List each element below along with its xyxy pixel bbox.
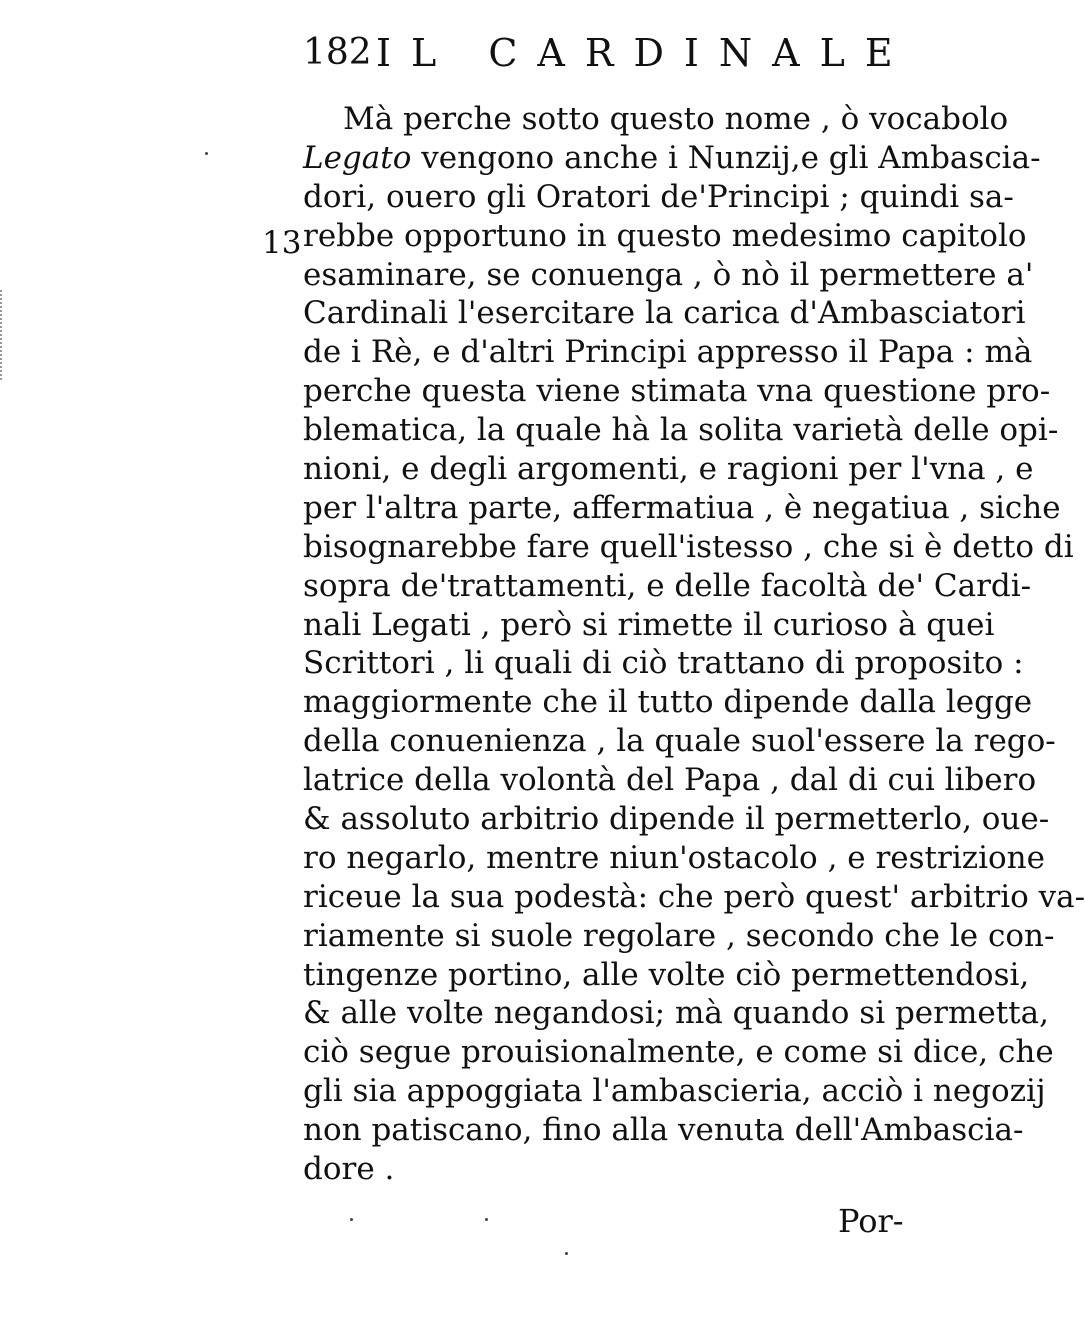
text-line: latrice della volontà del Papa , dal di cui libero (303, 762, 1037, 799)
margin-note: 13 (262, 225, 302, 261)
text-line: dori, ouero gli Oratori de'Principi ; quindi sa- (303, 178, 1014, 215)
text-line: blematica, la quale hà la solita varietà delle opi- (303, 412, 1059, 449)
body-text (303, 100, 1085, 1189)
text-line: della conuenienza , la quale suol'essere la rego- (303, 723, 1056, 760)
text-line: bisognarebbe fare quell'istesso , che si è detto di (303, 528, 1074, 565)
ink-speck (205, 152, 208, 155)
text-line: & assoluto arbitrio dipende il permetterlo, oue- (303, 801, 1050, 838)
text-line: perche questa viene stimata vna questione pro- (303, 373, 1051, 410)
italic-word: Legato (303, 139, 412, 176)
text-line: sopra de'trattamenti, e delle facoltà de' Cardi- (303, 567, 1032, 604)
text-line: non patiscano, fino alla venuta dell'Ambascia- (303, 1112, 1024, 1149)
text-line: tingenze portino, alle volte ciò permettendosi, (303, 956, 1030, 993)
page-number: 182 (303, 32, 372, 73)
text-line: rebbe opportuno in questo medesimo capitolo (303, 217, 1027, 254)
text-line: riceue la sua podestà: che però quest' arbitrio va- (303, 878, 1085, 915)
text-line (303, 139, 1041, 178)
text-line: gli sia appoggiata l'ambascieria, acciò i negozij (303, 1073, 1046, 1110)
ink-speck (350, 1218, 353, 1221)
text-line: esaminare, se conuenga , ò nò il permettere a' (303, 256, 1034, 293)
catchword: Por- (838, 1202, 904, 1240)
text-line: nali Legati , però si rimette il curioso à quei (303, 606, 995, 643)
ink-speck (565, 1252, 568, 1255)
running-title: IL CARDINALE (376, 31, 913, 75)
text-line: Mà perche sotto questo nome , ò vocabolo (343, 101, 1009, 137)
text-line: riamente si suole regolare , secondo che le con- (303, 917, 1055, 954)
text-line: nioni, e degli argomenti, e ragioni per l'vna , e (303, 451, 1034, 488)
text-line: Scrittori , li quali di ciò trattano di proposito : (303, 645, 1024, 682)
gutter-marks (0, 290, 6, 380)
text-line: de i Rè, e d'altri Principi appresso il Papa : mà (303, 334, 1033, 371)
text-line: maggiormente che il tutto dipende dalla legge (303, 684, 1033, 721)
text-line: ciò segue prouisionalmente, e come si dice, che (303, 1034, 1054, 1071)
text-line: ro negarlo, mentre niun'ostacolo , e restrizione (303, 839, 1045, 876)
text-line: dore . (303, 1151, 395, 1188)
text-line: per l'altra parte, affermatiua , è negatiua , siche (303, 489, 1061, 526)
text-line: Cardinali l'esercitare la carica d'Ambasciatori (303, 295, 1026, 332)
text-line-rest: vengono anche i Nunzij,e gli Ambascia- (421, 139, 1041, 176)
ink-speck (485, 1218, 488, 1221)
text-line: & alle volte negandosi; mà quando si permetta, (303, 995, 1049, 1032)
